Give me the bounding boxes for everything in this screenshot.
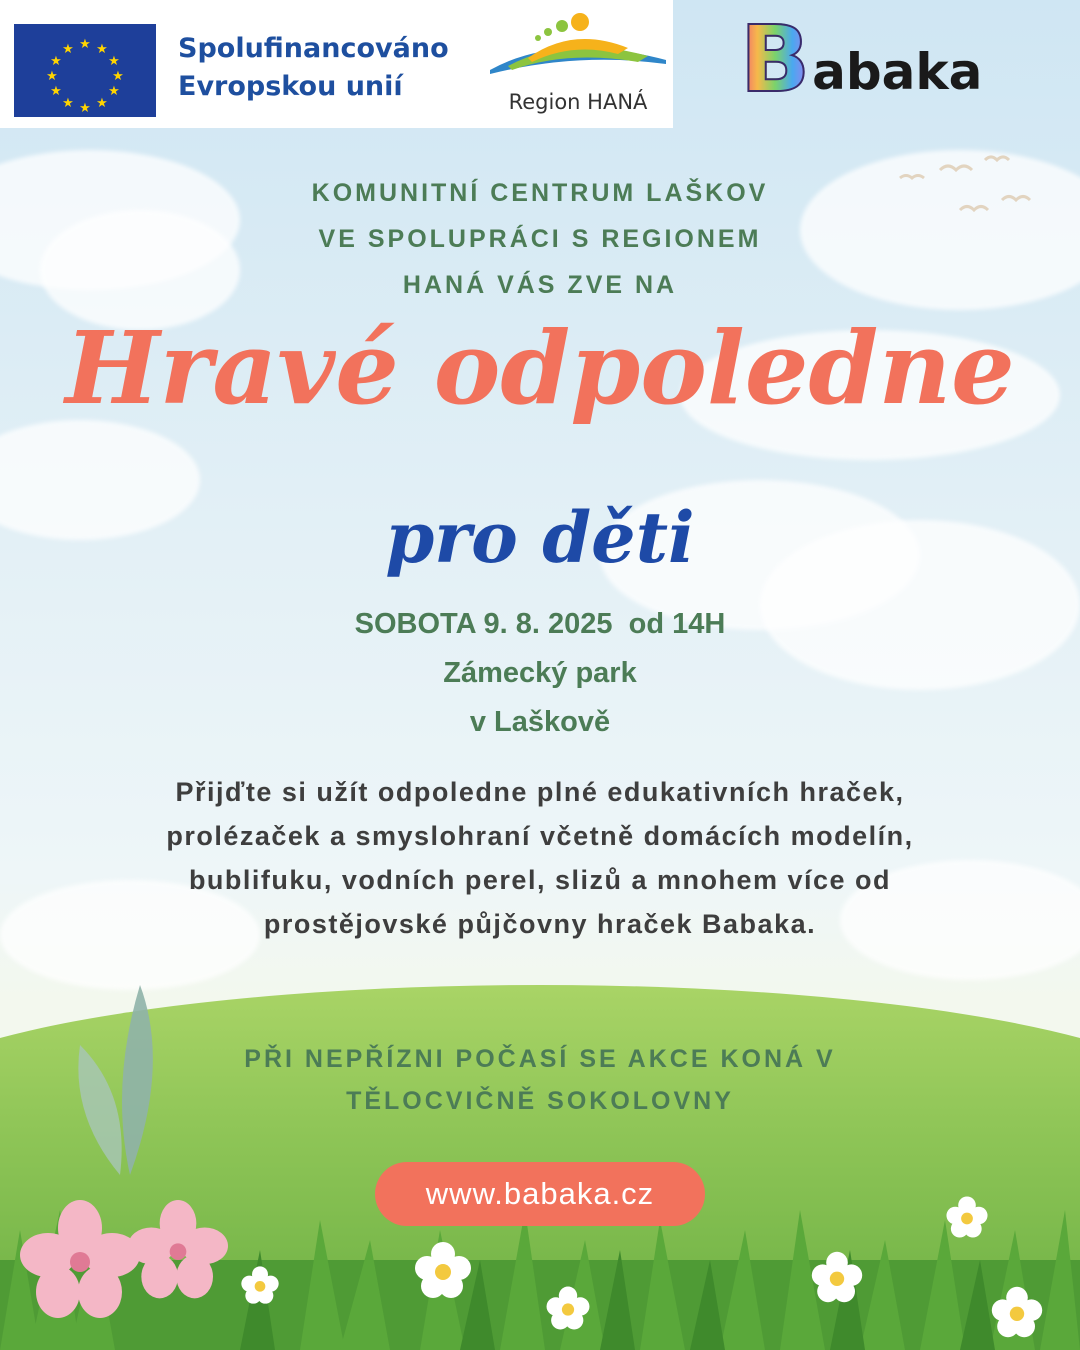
flower-icon — [945, 1195, 989, 1239]
svg-text:★: ★ — [108, 84, 120, 99]
leaf-decoration — [60, 985, 190, 1185]
babaka-logo-initial: B — [740, 6, 811, 113]
svg-text:★: ★ — [96, 42, 108, 57]
svg-text:★: ★ — [62, 42, 74, 57]
flower-icon — [810, 1250, 864, 1304]
intro-line: HANÁ VÁS ZVE NA — [402, 271, 678, 299]
svg-text:★: ★ — [96, 96, 108, 111]
event-details — [240, 600, 840, 747]
description-line: prolézaček a smyslohraní včetně domácích modelín, — [166, 821, 914, 851]
rain-note-line: TĚLOCVIČNĚ SOKOLOVNY — [346, 1087, 734, 1115]
flower-icon — [240, 1265, 280, 1305]
region-hana-text: Region HANÁ — [508, 90, 648, 114]
svg-text:★: ★ — [79, 101, 91, 116]
intro-line: KOMUNITNÍ CENTRUM LAŠKOV — [311, 179, 769, 207]
svg-text:★: ★ — [50, 84, 62, 99]
event-place: v Laškově — [469, 706, 611, 738]
svg-text:★: ★ — [112, 69, 124, 84]
flower-icon — [413, 1240, 473, 1300]
event-description — [40, 770, 1040, 946]
event-subtitle: pro děti — [385, 496, 695, 579]
svg-text:★: ★ — [62, 96, 74, 111]
babaka-logo — [740, 6, 983, 113]
svg-text:★: ★ — [46, 69, 58, 84]
region-hana-logo — [488, 12, 668, 122]
description-line: prostějovské půjčovny hraček Babaka. — [263, 909, 817, 939]
svg-text:★: ★ — [79, 37, 91, 52]
intro-line: VE SPOLUPRÁCI S REGIONEM — [318, 225, 762, 253]
rain-note — [140, 1038, 940, 1122]
event-title: Hravé odpoledne — [65, 309, 1015, 427]
eu-text-line: Spolufinancováno — [178, 33, 449, 64]
flower-icon — [20, 1200, 140, 1320]
region-hana-logo-icon — [488, 12, 668, 92]
eu-cofinancing-text — [178, 30, 449, 106]
website-button[interactable]: www.babaka.cz — [375, 1162, 705, 1226]
babaka-logo-text: abaka — [812, 43, 983, 101]
svg-text:★: ★ — [108, 54, 120, 69]
intro-text — [140, 170, 940, 308]
description-line: Přijďte si užít odpoledne plné edukativních hraček, — [175, 777, 905, 807]
event-place: Zámecký park — [443, 657, 637, 689]
event-date: SOBOTA 9. 8. 2025 od 14H — [354, 608, 726, 640]
logo-bar — [0, 0, 673, 128]
rain-note-line: PŘI NEPŘÍZNI POČASÍ SE AKCE KONÁ V — [244, 1045, 836, 1073]
description-line: bublifuku, vodních perel, slizů a mnohem více od — [188, 865, 892, 895]
eu-text-line: Evropskou unií — [178, 71, 403, 102]
eu-flag-icon — [14, 24, 156, 117]
flower-icon — [128, 1200, 228, 1300]
flower-icon — [545, 1285, 591, 1331]
flower-icon — [990, 1285, 1044, 1339]
svg-text:★: ★ — [50, 54, 62, 69]
